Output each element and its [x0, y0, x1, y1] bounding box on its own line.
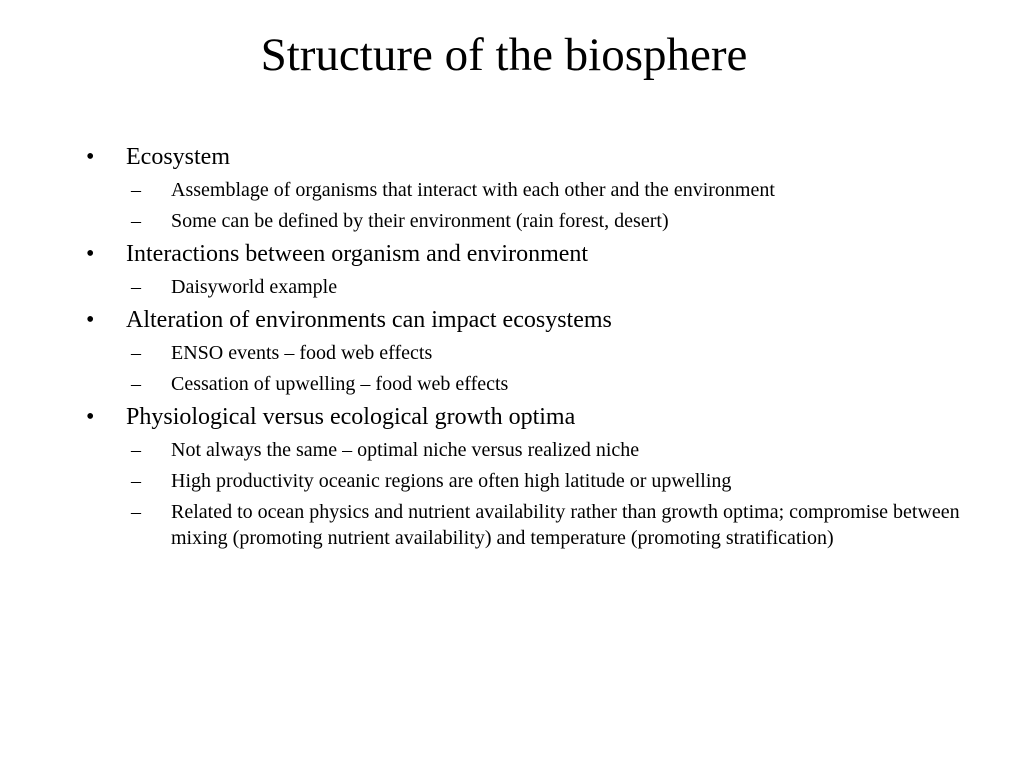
- sub-marker: –: [131, 276, 141, 298]
- bullet-text: Alteration of environments can impact ecosystems: [126, 307, 612, 333]
- sub-marker: –: [131, 179, 141, 201]
- bullet-marker: •: [86, 241, 95, 267]
- bullet-marker: •: [86, 144, 95, 170]
- sub-item: [131, 499, 966, 551]
- sub-marker: –: [131, 501, 141, 523]
- bullet-item: [86, 239, 966, 269]
- sub-item: [131, 177, 966, 203]
- sub-item: [131, 208, 966, 234]
- sub-text: Daisyworld example: [171, 276, 338, 298]
- sub-item: [131, 340, 966, 366]
- sub-item: [131, 371, 966, 397]
- bullet-text: Physiological versus ecological growth optima: [126, 404, 576, 430]
- bullet-text: Interactions between organism and environment: [126, 241, 589, 267]
- sub-item: [131, 274, 966, 300]
- sub-marker: –: [131, 439, 141, 461]
- bullet-item: [86, 402, 966, 432]
- sub-marker: –: [131, 470, 141, 492]
- slide-body: [86, 142, 966, 551]
- sub-marker: –: [131, 373, 141, 395]
- sub-item: [131, 468, 966, 494]
- bullet-marker: •: [86, 307, 95, 333]
- sub-text: Related to ocean physics and nutrient availability rather than growth optima; compromise between mixing (promoting nutrient availability) and temperature (promoting stratification): [171, 501, 960, 549]
- bullet-item: [86, 142, 966, 172]
- sub-text: Assemblage of organisms that interact with each other and the environment: [171, 179, 775, 201]
- sub-item: [131, 437, 966, 463]
- sub-text: ENSO events – food web effects: [171, 342, 433, 364]
- sub-marker: –: [131, 342, 141, 364]
- sub-text: Some can be defined by their environment (rain forest, desert): [171, 210, 669, 232]
- sub-text: Not always the same – optimal niche versus realized niche: [171, 439, 640, 461]
- sub-text: High productivity oceanic regions are often high latitude or upwelling: [171, 470, 732, 492]
- bullet-marker: •: [86, 404, 95, 430]
- sub-list: [131, 274, 966, 300]
- slide-title: Structure of the biosphere: [260, 29, 748, 81]
- sub-marker: –: [131, 210, 141, 232]
- sub-list: [131, 437, 966, 551]
- sub-text: Cessation of upwelling – food web effects: [171, 373, 509, 395]
- sub-list: [131, 340, 966, 397]
- bullet-text: Ecosystem: [126, 144, 230, 170]
- bullet-item: [86, 305, 966, 335]
- sub-list: [131, 177, 966, 234]
